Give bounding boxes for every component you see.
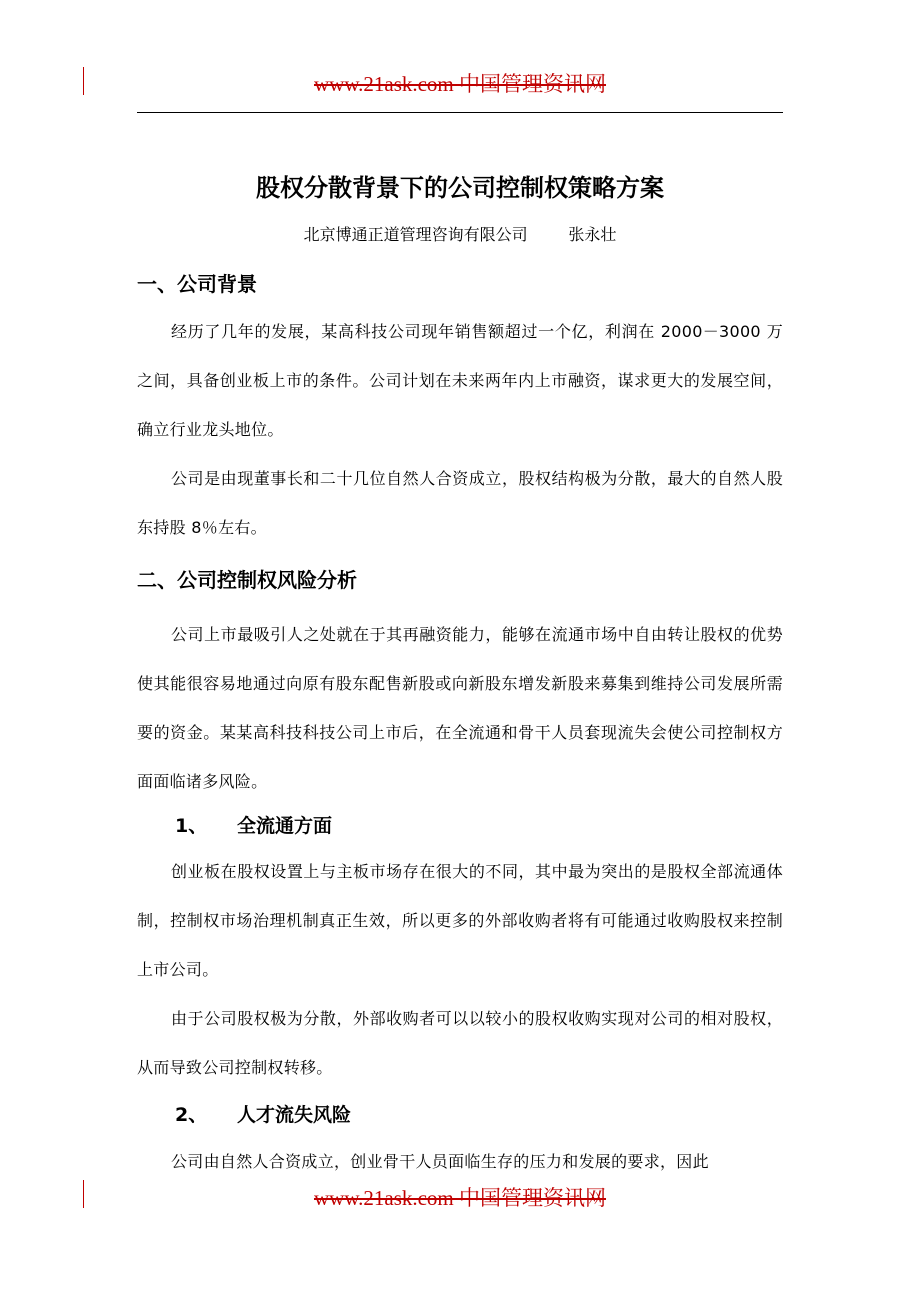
paragraph: 公司是由现董事长和二十几位自然人合资成立，股权结构极为分散，最大的自然人股东持股 8％左右。 <box>137 469 783 537</box>
header-divider <box>137 112 783 113</box>
subsection-number: 2、 <box>175 1104 208 1126</box>
section-heading-company-background: 一、公司背景 <box>137 272 257 296</box>
paragraph: 经历了几年的发展，某高科技公司现年销售额超过一个亿，利润在 2000－3000 万之间，具备创业板上市的条件。公司计划在未来两年内上市融资，谋求更大的发展空间，确立行业龙头地位。 <box>137 322 783 439</box>
paragraph: 公司上市最吸引人之处就在于其再融资能力，能够在流通市场中自由转让股权的优势使其能很容易地通过向原有股东配售新股或向新股东增发新股来募集到维持公司发展所需要的资金。某某高科技科技公司上市后，在全流通和骨干人员套现流失会使公司控制权方面面临诸多风险。 <box>137 625 783 791</box>
document-title: 股权分散背景下的公司控制权策略方案 <box>256 174 664 202</box>
subsection-title: 人才流失风险 <box>237 1104 352 1126</box>
subsection-number: 1、 <box>175 815 208 837</box>
paragraph: 创业板在股权设置上与主板市场存在很大的不同，其中最为突出的是股权全部流通体制，控制权市场治理机制真正生效，所以更多的外部收购者将有可能通过收购股权来控制上市公司。 <box>137 862 783 979</box>
footer-site-link[interactable]: www.21ask.com 中国管理资讯网 <box>313 1186 607 1210</box>
author-byline: 北京博通正道管理咨询有限公司 张永壮 <box>303 225 617 244</box>
paragraph: 由于公司股权极为分散，外部收购者可以以较小的股权收购实现对公司的相对股权，从而导致公司控制权转移。 <box>137 1009 783 1077</box>
paragraph: 公司由自然人合资成立，创业骨干人员面临生存的压力和发展的要求，因此 <box>171 1152 709 1171</box>
section-heading-control-risk: 二、公司控制权风险分析 <box>137 568 357 592</box>
subsection-title: 全流通方面 <box>237 815 333 837</box>
subsection-heading-talent-loss <box>175 1100 351 1127</box>
subsection-heading-full-circulation <box>175 811 332 838</box>
header-site-link[interactable]: www.21ask.com 中国管理资讯网 <box>313 72 607 96</box>
